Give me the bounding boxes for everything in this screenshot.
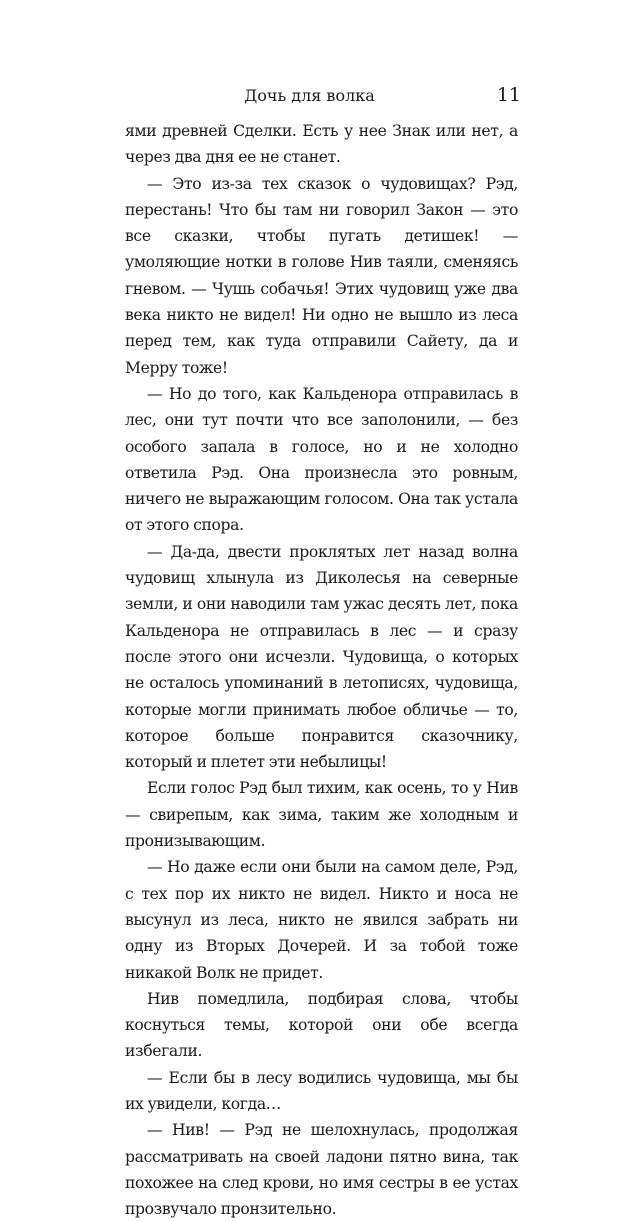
running-title: Дочь для волка [244, 86, 375, 105]
paragraph-7: Нив помедлила, подбирая слова, чтобы коснуться темы, которой они обе всегда избегали. [125, 989, 518, 1061]
body-text [125, 118, 518, 1222]
paragraph-8: — Если бы в лесу водились чудовища, мы бы их увидели, когда… [125, 1068, 518, 1113]
page-number: 11 [496, 84, 521, 106]
paragraph-9: — Нив! — Рэд не шелохнулась, продолжая рассматривать на своей ладони пятно вина, так похожее на след крови, но имя сестры в ее устах прозвучало пронзительно. [125, 1121, 518, 1219]
paragraph-6: — Но даже если они были на самом деле, Рэд, с тех пор их никто не видел. Никто и носа не высунул из леса, никто не явился забрать ни одну из Вторых Дочерей. И за тобой тоже никакой Волк не придет. [125, 858, 518, 982]
paragraph-2: — Это из-за тех сказок о чудовищах? Рэд, перестань! Что бы там ни говорил Закон — это все сказки, чтобы пугать детишек! — умоляющие нотки в голове Нив таяли, сменяясь гневом. — Чушь собачья! Этих чудовищ уже два века никто не видел! Ни одно не вышло из леса перед тем, как туда отправили Сайету, да и Мерру тоже! [125, 174, 518, 377]
paragraph-5: Если голос Рэд был тихим, как осень, то у Нив — свирепым, как зима, таким же холодным и пронизывающим. [125, 779, 518, 851]
paragraph-4: — Да-да, двести проклятых лет назад волна чудовищ хлынула из Диколесья на северные земли, и они наводили там ужас десять лет, пока Кальденора не отправилась в лес — и сразу после этого они исчезли. Чудовища, о которых не осталось упоминаний в летописях, чудовища, которые могли принимать любое обличье — то, которое больше понравится сказочнику, который и плетет эти небылицы! [125, 542, 518, 772]
paragraph-1: ями древней Сделки. Есть у нее Знак или нет, а через два дня ее не станет. [125, 122, 518, 167]
paragraph-3: — Но до того, как Кальденора отправилась в лес, они тут почти что все заполонили, — без особого запала в голосе, но и не холодно ответила Рэд. Она произнесла это ровным, ничего не выражающим голосом. Она так устала от этого спора. [125, 384, 518, 535]
